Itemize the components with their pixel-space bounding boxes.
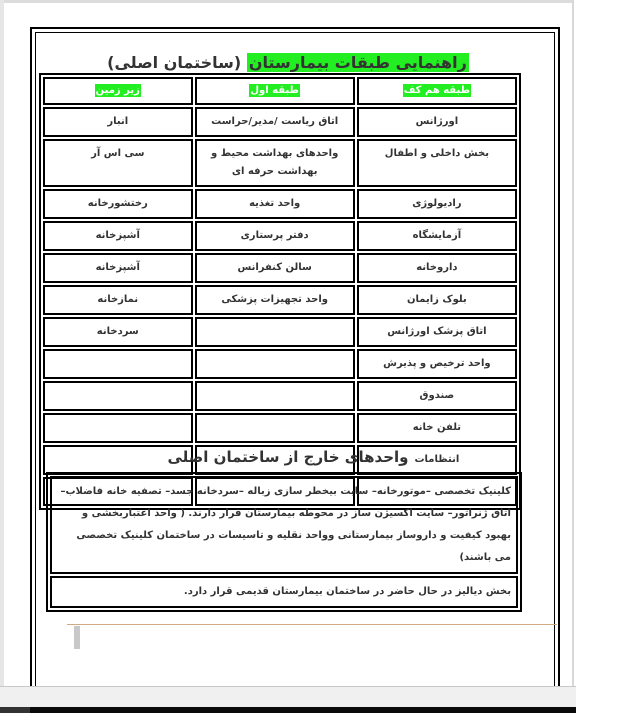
floors-table: [39, 73, 521, 510]
table-row: [43, 317, 517, 347]
table-cell: آزمایشگاه: [357, 221, 517, 251]
table-cell: رادیولوژی: [357, 189, 517, 219]
table-cell: [43, 413, 193, 443]
section-subtitle: واحدهای خارج از ساختمان اصلی: [167, 448, 409, 466]
table-cell: بخش داخلی و اطفال: [357, 139, 517, 187]
table-cell: رختشورخانه: [43, 189, 193, 219]
page-edge: [572, 0, 574, 686]
status-bar-area: [0, 686, 576, 708]
table-row: [43, 107, 517, 137]
table-cell: واحد ترخیص و پذیرش: [357, 349, 517, 379]
table-cell: انتظامات: [357, 445, 517, 475]
header-first-floor: طبقه اول: [195, 77, 355, 105]
notes-box: [46, 472, 522, 612]
text-cursor: [74, 626, 80, 649]
table-cell: واحد تغذیه: [195, 189, 355, 219]
document-page: [4, 3, 572, 686]
table-cell: بلوک زایمان: [357, 285, 517, 315]
taskbar: [0, 707, 576, 713]
header-basement: زیر زمین: [43, 77, 193, 105]
table-cell: سردخانه: [43, 317, 193, 347]
table-cell: [43, 349, 193, 379]
table-row: [43, 349, 517, 379]
table-row: [43, 221, 517, 251]
table-row: [43, 189, 517, 219]
table-cell: [195, 317, 355, 347]
table-cell: واحدهای بهداشت محیط و بهداشت حرفه ای: [195, 139, 355, 187]
table-cell: سالن کنفرانس: [195, 253, 355, 283]
table-cell: تلفن خانه: [357, 413, 517, 443]
table-cell: اتاق پزشک اورژانس: [357, 317, 517, 347]
table-cell: [195, 413, 355, 443]
table-cell: آشپزخانه: [43, 253, 193, 283]
taskbar-start[interactable]: [0, 707, 30, 713]
table-cell: اورژانس: [357, 107, 517, 137]
title-rest: (ساختمان اصلی): [107, 53, 242, 72]
table-cell: [195, 381, 355, 411]
footer-rule: [67, 624, 557, 625]
table-row: [43, 139, 517, 187]
table-cell: انبار: [43, 107, 193, 137]
table-cell: [43, 381, 193, 411]
table-cell: صندوق: [357, 381, 517, 411]
table-cell: داروخانه: [357, 253, 517, 283]
note-dialysis: بخش دیالیز در حال حاضر در ساختمان بیمارستان قدیمی قرار دارد.: [50, 576, 518, 608]
table-row: [43, 381, 517, 411]
document-title: [4, 53, 572, 72]
header-ground-floor: طبقه هم کف: [357, 77, 517, 105]
table-cell: [195, 349, 355, 379]
title-highlighted: راهنمایی طبقات بیمارستان: [248, 53, 467, 72]
table-row: [43, 253, 517, 283]
note-outside-units: کلینیک تخصصی –موتورخانه– سایت بیخطر سازی زباله –سردخانه جسد– تصفیه خانه فاضلاب– اتاق ژنراتور– سایت اکسیژن ساز در محوطه بیمارستان قرار دارند. ( واحد اعتباربخشی و بهبود کیفیت و داروساز بیمارستانی وواحد نقلیه و تاسیسات در ساختمان کلینیک تخصصی می باشند): [50, 476, 518, 574]
table-cell: دفتر پرستاری: [195, 221, 355, 251]
table-cell: نمازخانه: [43, 285, 193, 315]
table-cell: واحد تجهیزات پزشکی: [195, 285, 355, 315]
table-cell: سی اس آر: [43, 139, 193, 187]
table-cell: آشپزخانه: [43, 221, 193, 251]
table-header-row: [43, 77, 517, 105]
table-row: [43, 285, 517, 315]
table-cell: اتاق ریاست /مدیر/حراست: [195, 107, 355, 137]
table-row: [43, 413, 517, 443]
